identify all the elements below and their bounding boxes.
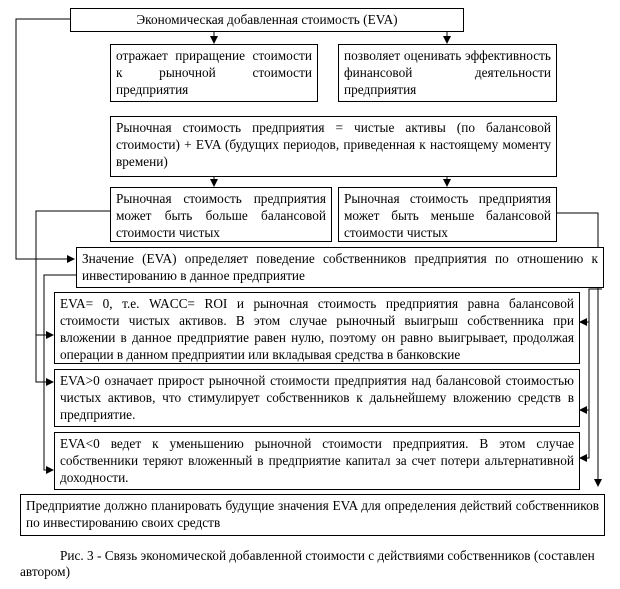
box-evaluate-efficiency: позволяет оценивать эффективность финансовой деятельности предприятия: [338, 44, 557, 102]
box-market-value-less: Рыночная стоимость предприятия может быть меньше балансовой стоимости чистых: [338, 187, 557, 242]
box-reflects-increment: отражает приращение стоимости к рыночной стоимости предприятия: [110, 44, 318, 102]
line-title-to-behavior: [16, 19, 74, 259]
box-market-value-formula: Рыночная стоимость предприятия = чистые активы (по балансовой стоимости) + EVA (будущих периодов, приведенная к настоящему моменту времени): [110, 116, 557, 177]
line-behavior-right-neg: [580, 410, 589, 458]
line-behavior-right: [580, 289, 602, 322]
box-eva-defines-behavior: Значение (EVA) определяет поведение собственников предприятия по отношению к инвестированию в данное предприятие: [76, 247, 604, 288]
box-eva-negative: EVA<0 ведет к уменьшению рыночной стоимости предприятия. В этом случае собственники теряют вложенный в предприятие капитал за счет потери альтернативной доходности.: [54, 432, 580, 490]
box-eva-positive: EVA>0 означает прирост рыночной стоимости предприятия над балансовой стоимостью чистых активов, что стимулирует собственников к дальнейшему вложению средств в предприятие.: [54, 369, 580, 427]
figure-caption: Рис. 3 - Связь экономической добавленной стоимости с действиями собственников (составлен автором): [20, 548, 595, 579]
line-behavior-right-pos: [580, 322, 589, 410]
title-box: Экономическая добавленная стоимость (EVA): [70, 8, 464, 32]
box-eva-zero: EVA= 0, т.е. WACC= ROI и рыночная стоимость предприятия равна балансовой стоимости чистых активов. В этом случае рыночный выигрыш собственника при вложении в данное предприятие равен нулю, поэтому он равно выигрывает, продолжая операции в данном предприятии или вкладывая средства в банковские: [54, 292, 580, 364]
box-plan-eva: Предприятие должно планировать будущие значения EVA для определения действий собственников по инвестированию своих средств: [20, 494, 605, 536]
box-market-value-more: Рыночная стоимость предприятия может быть больше балансовой стоимости чистых: [110, 187, 332, 242]
